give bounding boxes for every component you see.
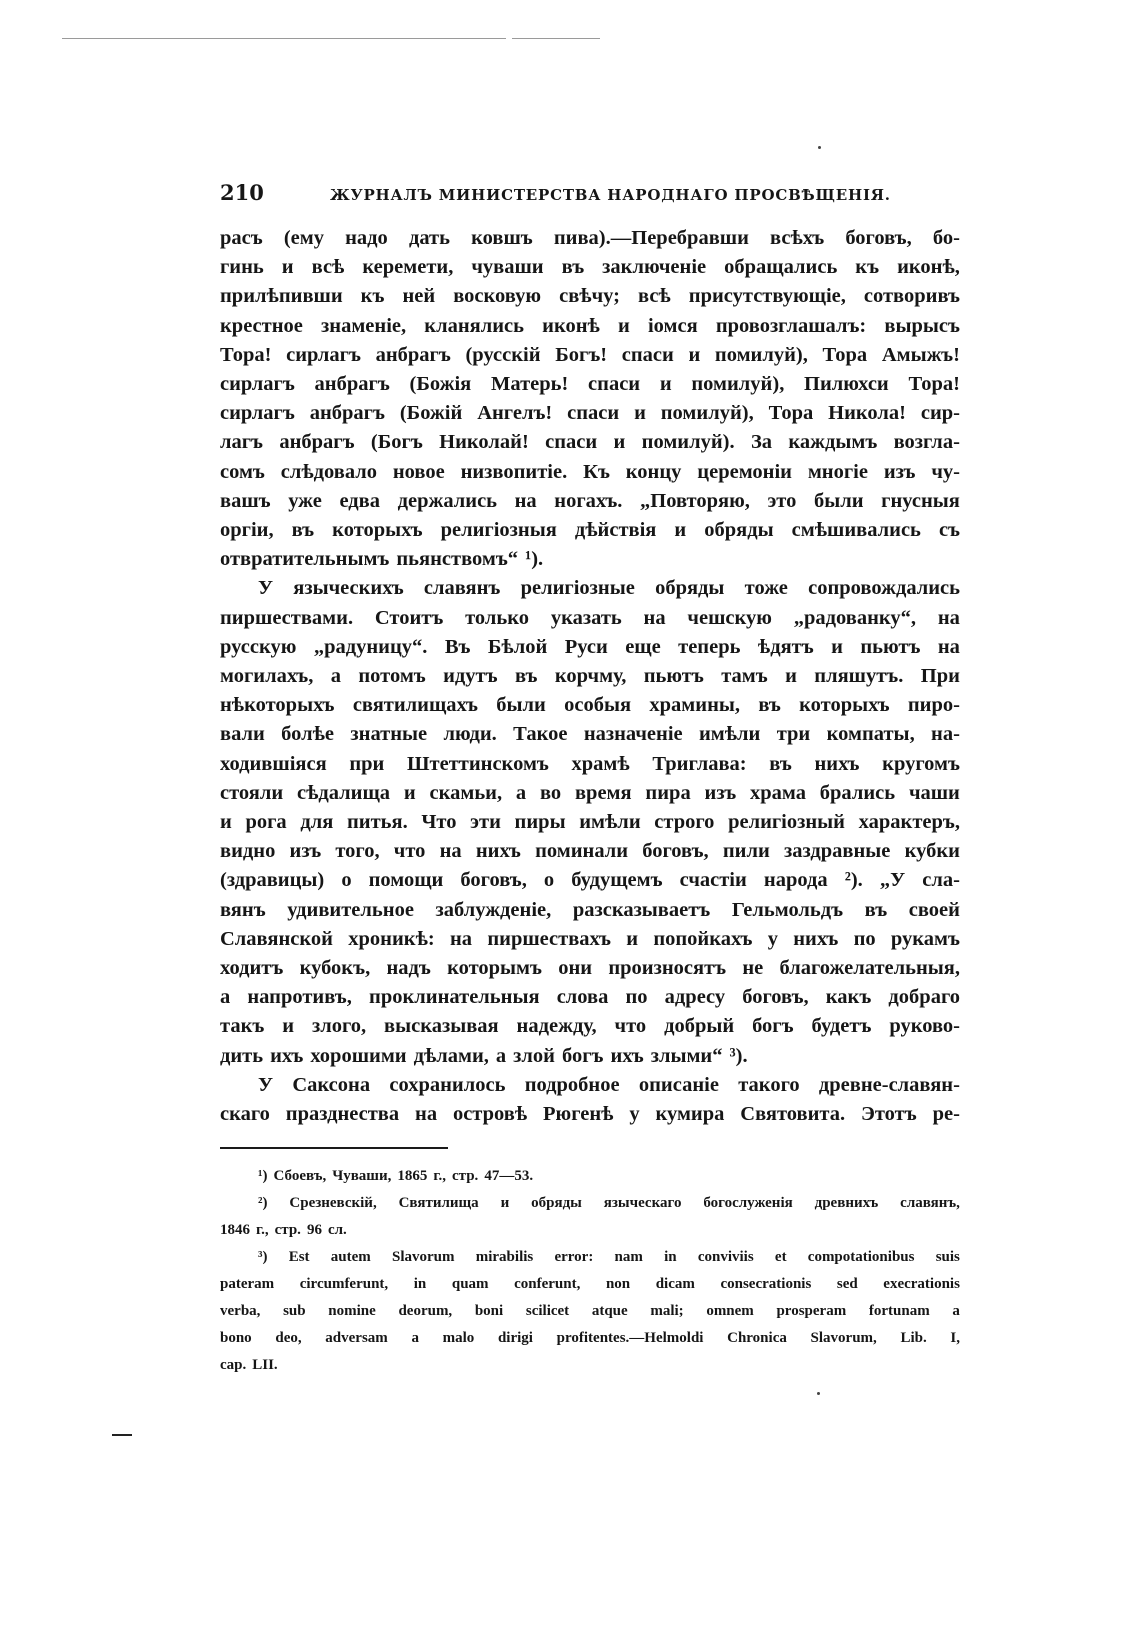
footnote-separator [220,1147,448,1149]
margin-mark [112,1434,132,1436]
footnote-line: 1846 г., стр. 96 сл. [220,1222,347,1239]
body-text-line: пиршествами. Стоитъ только указать на чешскую „радованку“, на [220,606,960,629]
speck [817,1392,820,1395]
body-text-line: скаго празднества на островѣ Рюгенѣ у кумира Святовита. Этотъ ре- [220,1103,960,1126]
footnotes [220,1163,960,1379]
footnote-line: pateram circumferunt, in quam conferunt, non dicam consecrationis sed execrationis [220,1276,960,1293]
body-text-line: ходитъ кубокъ, надъ которымъ они произносятъ не благожелательныя, [220,957,960,980]
body-text-line: Тора! сирлагъ анбрагъ (русскій Богъ! спаси и помилуй), Тора Амыжъ! [220,343,960,366]
body-text-line: оргіи, въ которыхъ религіозныя дѣйствія и обряды смѣшивались съ [220,519,960,542]
footnote-line: verba, sub nomine deorum, boni scilicet atque mali; omnem prosperam fortunam a [220,1303,960,1320]
body-text-line: сирлагъ анбрагъ (Божій Ангелъ! спаси и помилуй), Тора Никола! сир- [220,402,960,425]
body-text-line: такъ и злого, высказывая надежду, что добрый богъ будетъ руково- [220,1015,960,1038]
body-text-line: прилѣпивши къ ней восковую свѣчу; всѣ присутствующіе, сотворивъ [220,285,960,308]
body-text-line: русскую „радуницу“. Въ Бѣлой Руси еще теперь ѣдятъ и пьютъ на [220,635,960,658]
speck [818,146,821,149]
page-header [220,180,960,216]
book-page [220,180,960,1379]
body-text-line: крестное знаменіе, кланялись иконѣ и іомся провозглашалъ: вырысъ [220,314,960,337]
body-text-line: Славянской хроникѣ: на пиршествахъ и попойкахъ у нихъ по рукамъ [220,927,960,950]
body-text-line: вали болѣе знатные люди. Такое назначеніе имѣли три компаты, на- [220,723,960,746]
body-text-line: нѣкоторыхъ святилищахъ были особыя храмины, въ которыхъ пиро- [220,694,960,717]
running-title: ЖУРНАЛЪ МИНИСТЕРСТВА НАРОДНАГО ПРОСВѢЩЕНІЯ. [330,186,891,204]
body-text-line: лагъ анбрагъ (Богъ Николай! спаси и помилуй). За каждымъ возгла- [220,431,960,454]
footnote-line: ³) Est autem Slavorum mirabilis error: nam in conviviis et compotationibus suis [258,1249,960,1266]
body-text-line: сомъ слѣдовало новое низвопитіе. Къ концу церемоніи многіе изъ чу- [220,460,960,483]
footnote-line: ²) Срезневскій, Святилища и обряды языческаго богослуженія древнихъ славянъ, [258,1195,960,1212]
body-text-line: дить ихъ хорошими дѣлами, а злой богъ ихъ злыми“ ³). [220,1044,748,1067]
body-text [220,224,960,1129]
body-text-line: вянъ удивительное заблужденіе, разсказываетъ Гельмольдъ въ своей [220,898,960,921]
body-text-line: У языческихъ славянъ религіозные обряды тоже сопровождались [258,577,960,600]
body-text-line: сирлагъ анбрагъ (Божія Матерь! спаси и помилуй), Пилюхси Тора! [220,373,960,396]
scan-edge-line [62,38,506,39]
footnote-line: ¹) Сбоевъ, Чуваши, 1865 г., стр. 47—53. [258,1168,534,1185]
body-text-line: могилахъ, а потомъ идутъ въ корчму, пьютъ тамъ и пляшутъ. При [220,665,960,688]
body-text-line: а напротивъ, проклинательныя слова по адресу боговъ, какъ добраго [220,986,960,1009]
body-text-line: расъ (ему надо дать ковшъ пива).—Перебравши всѣхъ боговъ, бо- [220,227,960,249]
footnote-line: cap. LII. [220,1357,278,1374]
body-text-line: стояли сѣдалища и скамьи, а во время пира изъ храма брались чаши [220,781,960,804]
footnote-line: bono deo, adversam a malo dirigi profitentes.—Helmoldi Chronica Slavorum, Lib. I, [220,1330,960,1347]
page-number: 210 [220,180,264,205]
body-text-line: отвратительнымъ пьянствомъ“ ¹). [220,548,544,571]
body-text-line: гинь и всѣ керемети, чуваши въ заключеніе обращались къ иконѣ, [220,256,960,279]
body-text-line: вашъ уже едва держались на ногахъ. „Повторяю, это были гнусныя [220,489,960,512]
body-text-line: видно изъ того, что на нихъ поминали боговъ, пили заздравные кубки [220,840,960,863]
body-text-line: (здравицы) о помощи боговъ, о будущемъ счастіи народа ²). „У сла- [220,869,960,892]
body-text-line: ходившіяся при Штеттинскомъ храмѣ Триглава: въ нихъ кругомъ [220,752,960,775]
body-text-line: У Саксона сохранилось подробное описаніе такого древне-славян- [258,1073,960,1096]
body-text-line: и рога для питья. Что эти пиры имѣли строго религіозный характеръ, [220,811,960,834]
scan-edge-line-short [512,38,600,39]
